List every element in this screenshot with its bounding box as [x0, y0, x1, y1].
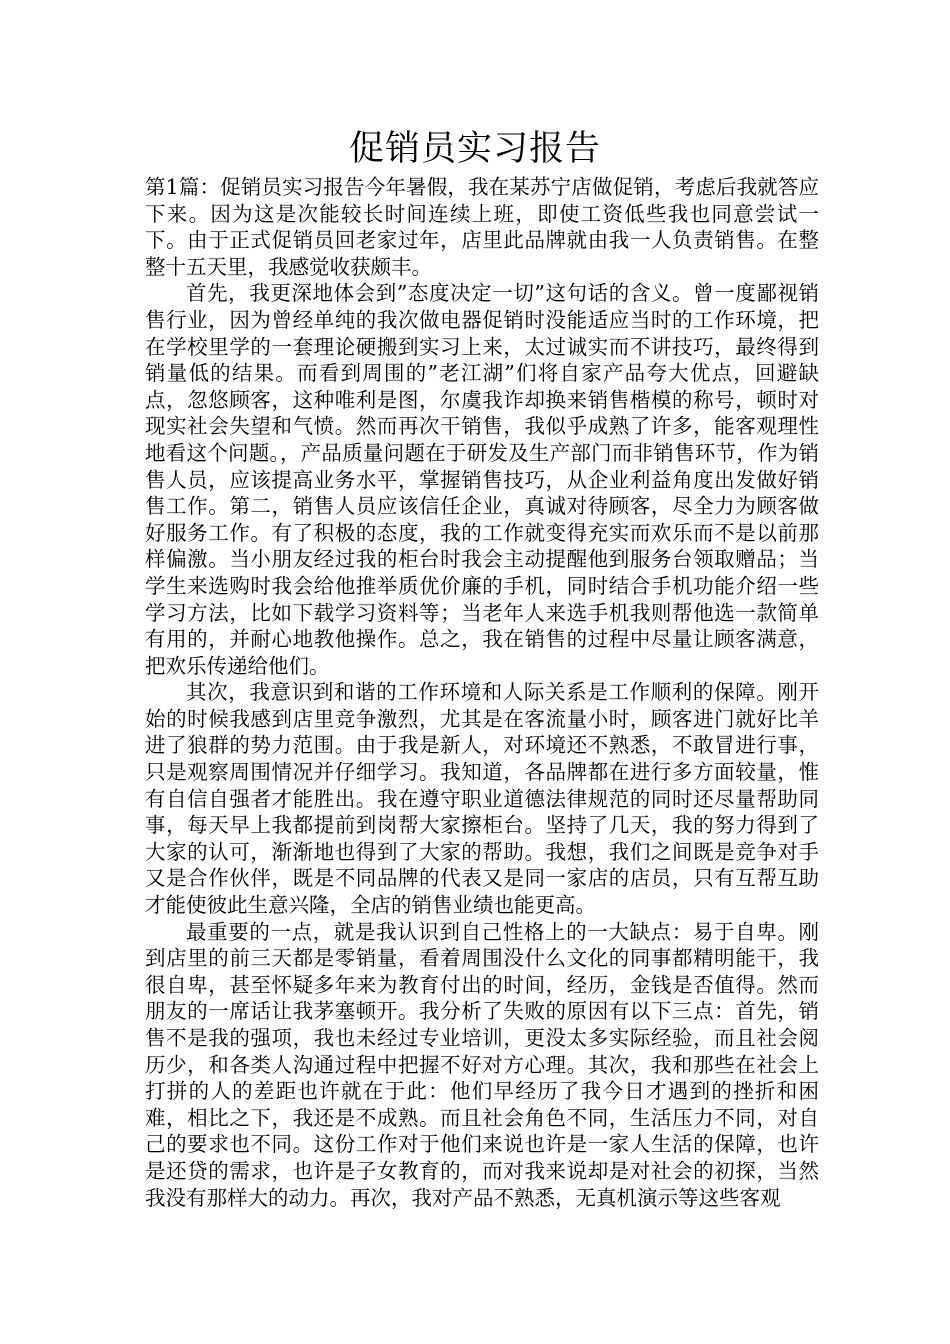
paragraph-self-reflection: 最重要的一点，就是我认识到自己性格上的一大缺点：易于自卑。刚到店里的前三天都是零销量，看着周围没什么文化的同事都精明能干，我很自卑，甚至怀疑多年来为教育付出的时间，经历，金钱是否值得。然而朋友的一席话让我茅塞顿开。我分析了失败的原因有以下三点：首先，销售不是我的强项，我也未经过专业培训，更没太多实际经验，而且社会阅历少，和各类人沟通过程中把握不好对方心理。其次，我和那些在社会上打拼的人的差距也许就在于此：他们早经历了我今日才遇到的挫折和困难，相比之下，我还是不成熟。而且社会角色不同，生活压力不同，对自己的要求也不同。这份工作对于他们来说也许是一家人生活的保障，也许是还贷的需求，也许是子女教育的，而对我来说却是对社会的初探，当然我没有那样大的动力。再次，我对产品不熟悉，无真机演示等这些客观: [145, 919, 819, 1210]
paragraph-attitude: 首先，我更深地体会到”态度决定一切”这句话的含义。曾一度鄙视销售行业，因为曾经单纯的我次做电器促销时没能适应当时的工作环境，把在学校里学的一套理论硬搬到实习上来，太过诚实而不讲技巧，最终得到销量低的结果。而看到周围的”老江湖”们将自家产品夸大优点，回避缺点，忽悠顾客，这种唯利是图，尔虞我诈却换来销售楷模的称号，顿时对现实社会失望和气愤。然而再次干销售，我似乎成熟了许多，能客观理性地看这个问题。，产品质量问题在于研发及生产部门而非销售环节，作为销售人员，应该提高业务水平，掌握销售技巧，从企业利益角度出发做好销售工作。第二，销售人员应该信任企业，真诚对待顾客，尽全力为顾客做好服务工作。有了积极的态度，我的工作就变得充实而欢乐而不是以前那样偏激。当小朋友经过我的柜台时我会主动提醒他到服务台领取赠品；当学生来选购时我会给他推举质优价廉的手机，同时结合手机功能介绍一些学习方法，比如下载学习资料等；当老年人来选手机我则帮他选一款简单有用的，并耐心地教他操作。总之，我在销售的过程中尽量让顾客满意，把欢乐传递给他们。: [145, 281, 819, 678]
document-title: 促销员实习报告: [348, 129, 601, 169]
document-body: [145, 174, 819, 1211]
paragraph-intro: 第1篇：促销员实习报告今年暑假，我在某苏宁店做促销，考虑后我就答应下来。因为这是次能较长时间连续上班，即使工资低些我也同意尝试一下。由于正式促销员回老家过年，店里此品牌就由我一人负责销售。在整整十五天里，我感觉收获颇丰。: [145, 175, 819, 279]
paragraph-work-environment: 其次，我意识到和谐的工作环境和人际关系是工作顺利的保障。刚开始的时候我感到店里竞争激烈，尤其是在客流量小时，顾客进门就好比羊进了狼群的势力范围。由于我是新人，对环境还不熟悉，不敢冒进行事，只是观察周围情况并仔细学习。我知道，各品牌都在进行多方面较量，惟有自信自强者才能胜出。我在遵守职业道德法律规范的同时还尽量帮助同事，每天早上我都提前到岗帮大家擦柜台。坚持了几天，我的努力得到了大家的认可，渐渐地也得到了大家的帮助。我想，我们之间既是竞争对手又是合作伙伴，既是不同品牌的代表又是同一家店的店员，只有互帮互助才能使彼此生意兴隆，全店的销售业绩也能更高。: [145, 680, 819, 918]
